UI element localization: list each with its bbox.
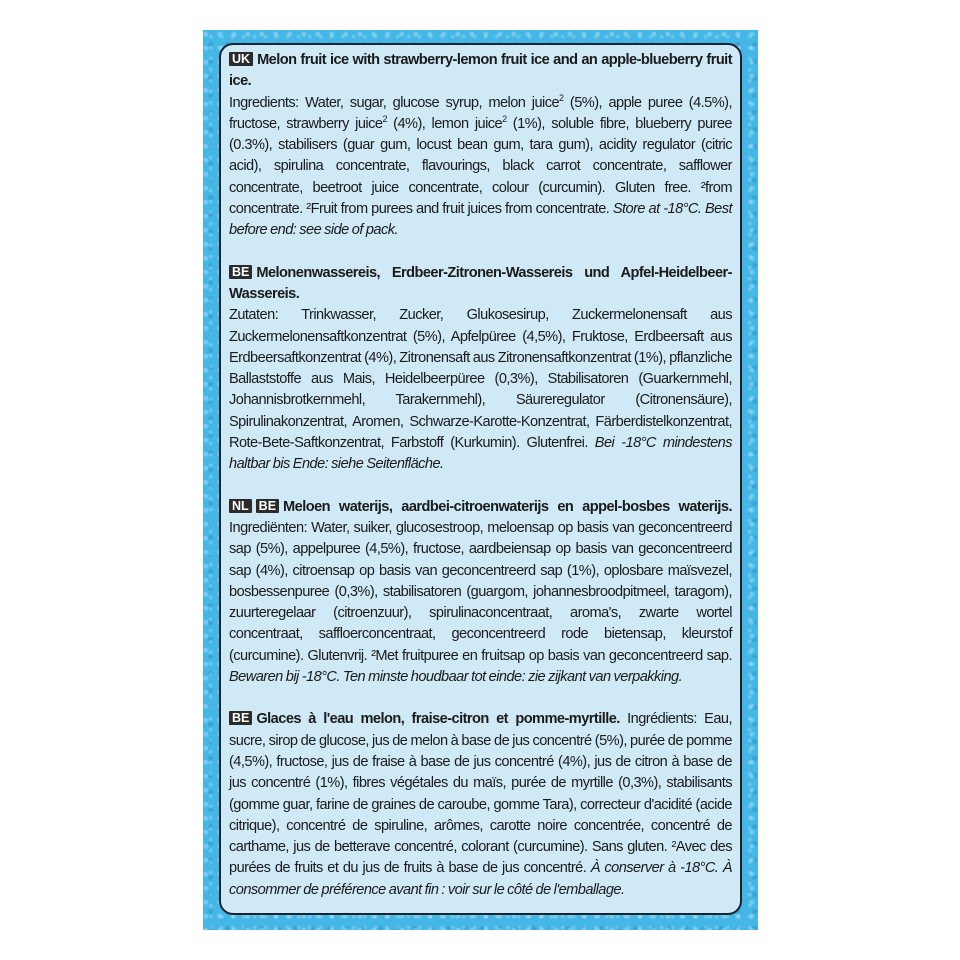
footnote-mark: 2 <box>559 92 564 103</box>
section-be-de-text <box>229 263 732 476</box>
language-badge-be: BE <box>229 711 252 725</box>
section-be-fr-text <box>229 709 732 901</box>
product-title-nl: Meloen waterijs, aardbei-citroenwaterijs en appel-bosbes waterijs. <box>283 498 732 515</box>
section-be-de <box>229 263 732 476</box>
ingredients-en-part: Ingredients: Water, sugar, glucose syrup, melon juice <box>229 94 560 111</box>
product-title-de: Melonenwassereis, Erdbeer-Zitronen-Wassereis und Apfel-Heidelbeer-Wassereis. <box>229 264 732 302</box>
ingredients-en-part: (1%), soluble fibre, blueberry puree (0.3%), stabilisers (guar gum, locust bean gum, tara gum), acidity regulator (citric acid), spirulina concentrate, flavourings, black carrot concentrate, safflower concentrate, beetroot juice concentrate, colour (curcumin). Gluten free. ²from concentrate. ²Fruit from purees and fruit juices from concentrate. <box>229 115 732 218</box>
footnote-mark: 2 <box>382 114 387 125</box>
language-badge-be: BE <box>256 499 279 513</box>
language-badge-be: BE <box>229 265 252 279</box>
ingredients-panel <box>219 43 742 915</box>
footnote-mark: 2 <box>502 114 507 125</box>
storage-de: Bei -18°C mindestens haltbar bis Ende: siehe Seitenfläche. <box>229 435 732 473</box>
storage-nl: Bewaren bij -18°C. Ten minste houdbaar tot einde: zie zijkant van verpakking. <box>229 669 683 686</box>
ingredients-en-part: (5%), apple puree (4.5%), fructose, strawberry juice <box>229 94 732 132</box>
section-nl-be-text <box>229 497 732 689</box>
section-be-fr <box>229 709 732 901</box>
section-uk-text <box>229 50 732 242</box>
product-title-en: Melon fruit ice with strawberry-lemon fruit ice and an apple-blueberry fruit ice. <box>229 52 732 90</box>
ingredients-de: Zutaten: Trinkwasser, Zucker, Glukosesirup, Zuckermelonensaft aus Zuckermelonensaftkonzentrat (5%), Apfelpüree (4,5%), Fruktose, Erdbeersaft aus Erdbeersaftkonzentrat (4%), Zitronensaft aus Zitronensaftkonzentrat (1%), pflanzliche Ballaststoffe aus Mais, Heidelbeerpüree (0,3%), Stabilisatoren (Guarkernmehl, Johannisbrotkernmehl, Tarakernmehl), Säureregulator (Citronensäure), Spirulinakonzentrat, Aromen, Schwarze-Karotte-Konzentrat, Färberdistelkonzentrat, Rote-Bete-Saftkonzentrat, Farbstoff (Kurkumin). Glutenfrei. <box>229 307 732 452</box>
product-title-fr: Glaces à l'eau melon, fraise-citron et pomme-myrtille. <box>256 711 620 728</box>
storage-en: Store at -18°C. Best before end: see side of pack. <box>229 201 732 239</box>
storage-fr: À conserver à -18°C. À consommer de préférence avant fin : voir sur le côté de l'emballage. <box>229 860 732 898</box>
language-badge-uk: UK <box>229 52 253 66</box>
ingredients-fr: Ingrédients: Eau, sucre, sirop de glucose, jus de melon à base de jus concentré (5%), purée de pomme (4,5%), fructose, jus de fraise à base de jus concentré (4%), jus de citron à base de jus concentré (1%), fibres végétales du maïs, purée de myrtille (0,3%), stabilisants (gomme guar, farine de graines de caroube, gomme Tara), correcteur d'acidité (acide citrique), concentré de spiruline, arômes, carotte noire concentrée, concentré de carthame, jus de betterave concentré, colorant (curcumine). Sans gluten. ²Avec des purées de fruits et du jus de fruits à base de jus concentré. <box>229 711 732 877</box>
ingredients-en-part: (4%), lemon juice <box>386 115 503 132</box>
language-badge-nl: NL <box>229 499 252 513</box>
ingredients-nl: Ingrediënten: Water, suiker, glucosestroop, meloensap op basis van geconcentreerd sap (5%), appelpuree (4,5%), fructose, aardbeiensap op basis van geconcentreerd sap (4%), citroensap op basis van geconcentreerd sap (1%), oplosbare maïsvezel, bosbessenpuree (0,3%), stabilisatoren (guargom, johannesbroodpitmeel, taragom), zuurteregelaar (citroenzuur), spirulinaconcentraat, aroma's, zwarte wortel concentraat, saffloerconcentraat, geconcentreerd rode bietensap, kleurstof (curcumine). Glutenvrij. ²Met fruitpuree en fruitsap op basis van geconcentreerd sap. <box>229 519 732 664</box>
section-nl-be <box>229 497 732 689</box>
section-uk <box>229 50 732 242</box>
